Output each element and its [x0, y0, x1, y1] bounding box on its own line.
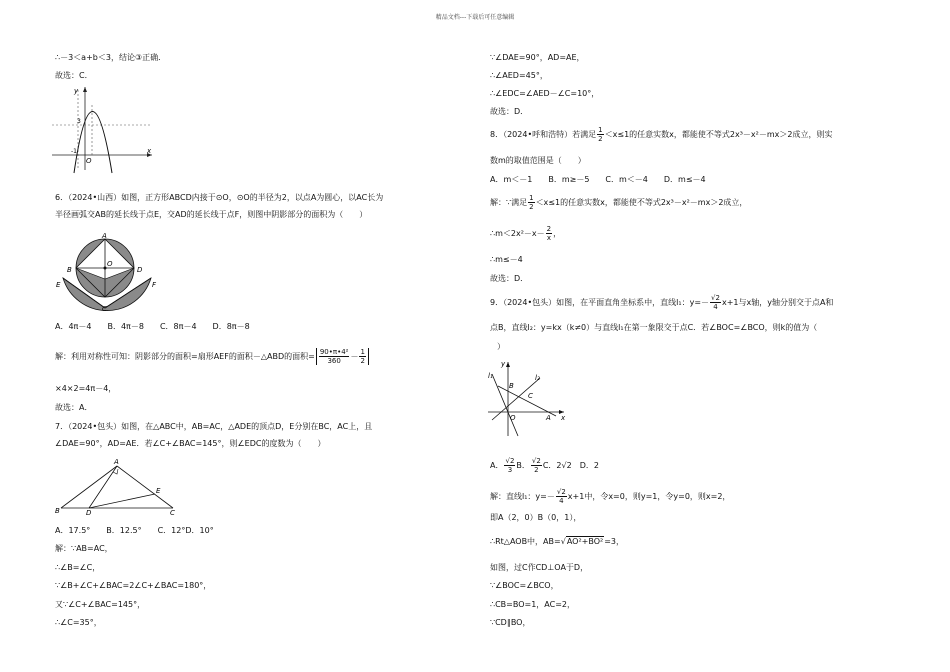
solution-9: 解：直线l₁：y=－ $\frac{√2}{4}$ x+1中，令x=0，则y=1，令y=0，则x=2， [490, 488, 731, 505]
question-7: 7．（2024•包头）如图，在△ABC中，AB=AC，△ADE的顶点D，E分别在BC，AC上，且 [55, 422, 373, 431]
svg-text:A: A [102, 232, 107, 240]
question-8-options: A．m＜－1 B．m≥－5 C．m＜－4 D．m≤－4 [490, 175, 706, 184]
svg-text:F: F [152, 281, 157, 289]
question-8: 8．（2024•呼和浩特）若满足 $\frac{1}{2}$ ＜x≤1的任意实数x，都能使不等式2x³－x²－mx＞2成立，则实 [490, 126, 833, 143]
text-line: ∴CB=BO=1，AC=2， [490, 600, 576, 609]
text-line: ） [497, 342, 505, 351]
question-6: 6．（2024•山西）如图，正方形ABCD内接于⊙O，⊙O的半径为2，以点A为圆心，以AC长为 [55, 193, 384, 202]
text-line: ∴－3＜a+b＜3，结论③正确． [55, 53, 167, 62]
question-7: ∠DAE=90°，AD=AE．若∠C+∠BAC=145°，则∠EDC的度数为（ ） [55, 439, 326, 448]
solution-8: 解：∵满足 $\frac{1}{2}$ ＜x≤1的任意实数x，都能使不等式2x³－x²－mx＞2成立， [490, 194, 748, 211]
svg-text:D: D [86, 509, 92, 517]
question-8: 数m的取值范围是（ ） [490, 156, 586, 165]
svg-text:A: A [546, 414, 551, 422]
question-6-options: A．4π－4 B．4π－8 C．8π－4 D．8π－8 [55, 322, 250, 331]
svg-text:C: C [102, 305, 107, 313]
question-9: 点B，直线l₂：y=kx（k≠0）与直线l₁在第一象限交于点C．若∠BOC=∠BCO，则k的值为（ [490, 323, 818, 332]
text-line: 又∵∠C+∠BAC=145°， [55, 600, 146, 609]
svg-text:l₁: l₁ [488, 372, 493, 380]
coordinate-figure [488, 360, 568, 438]
svg-text:y: y [74, 87, 79, 95]
text-line: 如图，过C作CD⊥OA于D， [490, 563, 589, 572]
svg-text:B: B [55, 507, 60, 515]
svg-text:O: O [107, 260, 113, 268]
text-line: ∵∠BOC=∠BCO， [490, 581, 559, 590]
svg-text:C: C [528, 392, 533, 400]
text-line: 故选：D． [490, 274, 529, 283]
text-line: ∴∠AED=45°， [490, 71, 548, 80]
svg-text:E: E [56, 281, 61, 289]
text-line: ∴∠B=∠C， [55, 563, 101, 572]
question-7-options: A．17.5° B．12.5° C．12°D．10° [55, 526, 214, 535]
text-line: 故选：A． [55, 403, 93, 412]
svg-text:E: E [156, 487, 161, 495]
text-line: ∴∠EDC=∠AED－∠C=10°， [490, 89, 600, 98]
text-line: ∵CD∥BO， [490, 618, 531, 627]
svg-text:C: C [170, 509, 175, 517]
svg-text:A: A [114, 458, 119, 466]
page-header: 精品文档---下载后可任意编辑 [435, 14, 515, 21]
text-line: 故选：D． [490, 107, 529, 116]
svg-text:l₂: l₂ [535, 374, 540, 382]
svg-text:-1: -1 [71, 148, 77, 155]
text-line: ∴∠C=35°， [55, 618, 102, 627]
text-line: ∵∠B+∠C+∠BAC=2∠C+∠BAC=180°， [55, 581, 212, 590]
triangle-figure [55, 458, 180, 517]
text-line: ∴m≤－4 [490, 255, 523, 264]
question-9: 9．（2024•包头）如图，在平面直角坐标系中，直线l₁：y=－ $\frac{√2}{4}$ x+1与x轴，y轴分别交于点A和 [490, 294, 834, 311]
svg-text:y: y [501, 360, 506, 368]
svg-text:B: B [67, 266, 72, 274]
text-line: 解：∵AB=AC， [55, 544, 113, 553]
text-line: 即A（2，0）B（0，1）， [490, 513, 582, 522]
svg-text:x: x [561, 414, 566, 422]
svg-text:O: O [86, 157, 92, 165]
text-line: ×4×2=4π－4， [55, 384, 117, 393]
question-9-options: A． $\frac{√2}{3}$ B． $\frac{√2}{2}$ C．2√2 D．2 [490, 457, 599, 474]
svg-text:D: D [137, 266, 143, 274]
solution-6: 解：利用对称性可知：阴影部分的面积=扇形AEF的面积－△ABD的面积= $\frac{\text{90•π•4²}}{360}$ － $\frac{1}{2}$ [55, 348, 370, 365]
svg-text:O: O [510, 414, 516, 422]
svg-text:x: x [147, 147, 152, 155]
circle-square-figure [55, 230, 160, 312]
svg-text:3: 3 [77, 118, 81, 125]
solution-8: ∴m＜2x²－x－ $\frac{2}{x}$ ， [490, 225, 562, 242]
text-line: 故选：C． [55, 71, 93, 80]
parabola-graph [52, 85, 157, 173]
text-line: ∵∠DAE=90°，AD=AE， [490, 53, 585, 62]
svg-text:B: B [509, 382, 514, 390]
solution-9: ∴Rt△AOB中，AB=√AO²+BO²=3， [490, 537, 625, 546]
question-6: 半径画弧交AB的延长线于点E，交AD的延长线于点F，则图中阴影部分的面积为（ ） [55, 210, 368, 219]
